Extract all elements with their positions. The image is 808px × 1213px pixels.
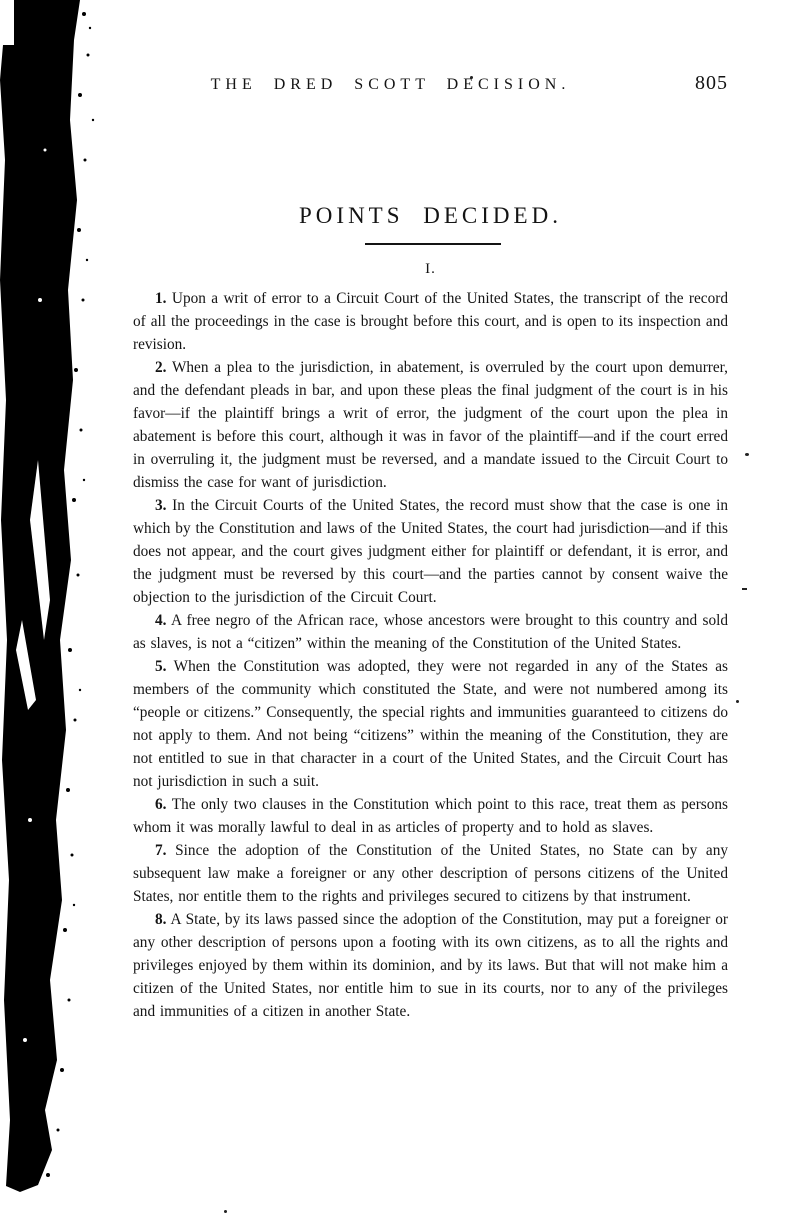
point-number: 1. bbox=[155, 290, 167, 307]
running-header bbox=[133, 72, 728, 102]
point-text: When a plea to the jurisdiction, in abatement, is overruled by the court upon demurrer, and the defendant pleads in bar, and upon these pleas the final judgment of the court is in his favor—if the plaintiff brings a writ of error, the judgment of the court upon the plea in abatement is before this court, although it was in favor of the plaintiff—and if the court erred in overruling it, the judgment must be reversed, and a mandate issued to the Circuit Court to dismiss the case for want of jurisdiction. bbox=[133, 359, 728, 491]
document-body bbox=[133, 287, 728, 1023]
point-paragraph-8 bbox=[133, 908, 728, 1023]
point-number: 5. bbox=[155, 658, 167, 675]
point-paragraph-4 bbox=[133, 609, 728, 655]
point-paragraph-5 bbox=[133, 655, 728, 793]
point-text: The only two clauses in the Constitution which point to this race, treat them as persons whom it was morally lawful to deal in as articles of property and to hold as slaves. bbox=[133, 796, 728, 836]
point-text: Upon a writ of error to a Circuit Court of the United States, the transcript of the record of all the proceedings in the case is brought before this court, and is open to its inspection and revision. bbox=[133, 290, 728, 353]
point-number: 3. bbox=[155, 497, 167, 514]
point-paragraph-6 bbox=[133, 793, 728, 839]
point-number: 8. bbox=[155, 911, 167, 928]
page-number: 805 bbox=[695, 72, 728, 94]
section-numeral: I. bbox=[425, 261, 436, 277]
point-number: 4. bbox=[155, 612, 167, 629]
title-rule bbox=[365, 243, 501, 245]
point-text: When the Constitution was adopted, they were not regarded in any of the States as members of the community which constituted the State, and were not numbered among its “people or citizens.” Consequently, the special rights and immunities guaranteed to citizens do not apply to them. And not being “citizens” within the meaning of the Constitution, they are not entitled to sue in that character in a court of the United States, and the Circuit Court has not jurisdiction in such a suit. bbox=[133, 658, 728, 790]
scan-gutter-artifact bbox=[0, 0, 100, 1200]
ink-speck bbox=[745, 453, 749, 456]
ink-speck bbox=[742, 588, 747, 590]
point-paragraph-3 bbox=[133, 494, 728, 609]
point-text: Since the adoption of the Constitution of the United States, no State can by any subsequent law make a foreigner or any other description of persons citizens of the United States, nor entitle them to the rights and privileges secured to citizens by that instrument. bbox=[133, 842, 728, 905]
point-paragraph-2 bbox=[133, 356, 728, 494]
page-title: POINTS DECIDED. bbox=[299, 203, 562, 228]
point-text: A State, by its laws passed since the adoption of the Constitution, may put a foreigner or any other description of persons upon a footing with its own citizens, as to all the rights and privileges enjoyed by them within its dominion, and by its laws. But that will not make him a citizen of the United States, nor entitle him to sue in its courts, nor to any of the privileges and immunities of a citizen in another State. bbox=[133, 911, 728, 1020]
ink-speck bbox=[736, 700, 739, 703]
point-paragraph-1 bbox=[133, 287, 728, 356]
point-text: In the Circuit Courts of the United States, the record must show that the case is one in which by the Constitution and laws of the United States, the court had jurisdiction—and if this does not appear, and the court gives judgment either for plaintiff or defendant, it is error, and the judgment must be reversed by this court—and the parties cannot by consent waive the objection to the jurisdiction of the Circuit Court. bbox=[133, 497, 728, 606]
point-paragraph-7 bbox=[133, 839, 728, 908]
point-number: 6. bbox=[155, 796, 167, 813]
point-number: 7. bbox=[155, 842, 167, 859]
point-number: 2. bbox=[155, 359, 167, 376]
point-text: A free negro of the African race, whose ancestors were brought to this country and sold as slaves, is not a “citizen” within the meaning of the Constitution of the United States. bbox=[133, 612, 728, 652]
running-title: THE DRED SCOTT DECISION. bbox=[210, 76, 571, 93]
